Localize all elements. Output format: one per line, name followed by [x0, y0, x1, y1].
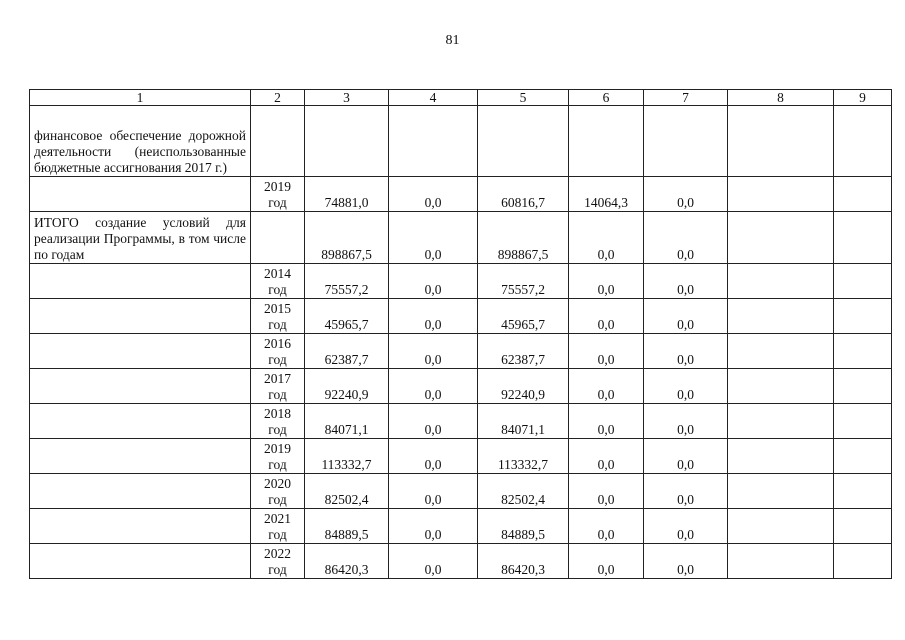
value-cell-col5: 62387,7 — [478, 334, 569, 369]
value-cell-col5 — [478, 106, 569, 177]
value-cell-col7: 0,0 — [644, 544, 728, 579]
value-cell-col4: 0,0 — [389, 264, 478, 299]
value-cell-col3: 62387,7 — [305, 334, 389, 369]
value-cell-col7 — [644, 106, 728, 177]
table-row — [30, 509, 892, 544]
row-year: 2017 — [264, 371, 291, 386]
table-row — [30, 106, 892, 177]
row-year-cell — [251, 544, 305, 579]
column-header-5: 5 — [478, 90, 569, 106]
row-year-cell — [251, 474, 305, 509]
value-cell-col4: 0,0 — [389, 369, 478, 404]
row-year-unit: год — [268, 457, 287, 472]
value-cell-col6: 0,0 — [569, 474, 644, 509]
row-year: 2018 — [264, 406, 291, 421]
row-year-unit: год — [268, 492, 287, 507]
value-cell-col6: 0,0 — [569, 439, 644, 474]
value-cell-col3: 86420,3 — [305, 544, 389, 579]
value-cell-col3: 84071,1 — [305, 404, 389, 439]
value-cell-col6: 0,0 — [569, 299, 644, 334]
value-cell-col9 — [834, 299, 892, 334]
row-year: 2020 — [264, 476, 291, 491]
value-cell-col5: 60816,7 — [478, 177, 569, 212]
value-cell-col9 — [834, 509, 892, 544]
page-number: 81 — [445, 33, 460, 48]
value-cell-col5: 898867,5 — [478, 212, 569, 264]
row-description: ИТОГО создание условий для реализации Программы, в том числе по годам — [30, 212, 251, 264]
value-cell-col9 — [834, 106, 892, 177]
row-description — [30, 299, 251, 334]
table-row — [30, 264, 892, 299]
value-cell-col5: 82502,4 — [478, 474, 569, 509]
value-cell-col4: 0,0 — [389, 212, 478, 264]
row-year-cell — [251, 334, 305, 369]
row-year-unit: год — [268, 527, 287, 542]
row-year-cell — [251, 369, 305, 404]
value-cell-col7: 0,0 — [644, 509, 728, 544]
row-year-cell — [251, 177, 305, 212]
value-cell-col3 — [305, 106, 389, 177]
column-header-4: 4 — [389, 90, 478, 106]
row-year: 2014 — [264, 266, 291, 281]
value-cell-col8 — [728, 177, 834, 212]
value-cell-col4: 0,0 — [389, 299, 478, 334]
value-cell-col7: 0,0 — [644, 439, 728, 474]
table-row — [30, 177, 892, 212]
value-cell-col5: 92240,9 — [478, 369, 569, 404]
value-cell-col7: 0,0 — [644, 474, 728, 509]
value-cell-col3: 898867,5 — [305, 212, 389, 264]
column-header-2: 2 — [251, 90, 305, 106]
table-row — [30, 439, 892, 474]
row-year-unit: год — [268, 422, 287, 437]
value-cell-col6: 0,0 — [569, 212, 644, 264]
table-row — [30, 404, 892, 439]
value-cell-col4: 0,0 — [389, 544, 478, 579]
row-description — [30, 439, 251, 474]
row-year-cell — [251, 404, 305, 439]
header-row — [30, 90, 892, 106]
value-cell-col7: 0,0 — [644, 264, 728, 299]
value-cell-col4: 0,0 — [389, 177, 478, 212]
value-cell-col7: 0,0 — [644, 404, 728, 439]
row-year-unit: год — [268, 352, 287, 367]
value-cell-col3: 45965,7 — [305, 299, 389, 334]
row-description — [30, 369, 251, 404]
value-cell-col7: 0,0 — [644, 212, 728, 264]
table-body — [30, 106, 892, 579]
value-cell-col5: 45965,7 — [478, 299, 569, 334]
value-cell-col4: 0,0 — [389, 509, 478, 544]
value-cell-col4 — [389, 106, 478, 177]
value-cell-col8 — [728, 264, 834, 299]
value-cell-col5: 113332,7 — [478, 439, 569, 474]
value-cell-col5: 84071,1 — [478, 404, 569, 439]
row-year-cell — [251, 212, 305, 264]
table-row — [30, 334, 892, 369]
value-cell-col6: 0,0 — [569, 264, 644, 299]
value-cell-col4: 0,0 — [389, 334, 478, 369]
value-cell-col5: 84889,5 — [478, 509, 569, 544]
value-cell-col3: 74881,0 — [305, 177, 389, 212]
row-year-unit: год — [268, 282, 287, 297]
value-cell-col8 — [728, 334, 834, 369]
row-description — [30, 474, 251, 509]
value-cell-col3: 75557,2 — [305, 264, 389, 299]
value-cell-col6: 0,0 — [569, 369, 644, 404]
row-year: 2021 — [264, 511, 291, 526]
value-cell-col7: 0,0 — [644, 334, 728, 369]
row-year-unit: год — [268, 195, 287, 210]
row-year-cell — [251, 264, 305, 299]
value-cell-col6: 0,0 — [569, 404, 644, 439]
table-row — [30, 544, 892, 579]
row-year-unit: год — [268, 562, 287, 577]
table-row — [30, 474, 892, 509]
value-cell-col9 — [834, 264, 892, 299]
value-cell-col9 — [834, 544, 892, 579]
value-cell-col7: 0,0 — [644, 177, 728, 212]
value-cell-col7: 0,0 — [644, 299, 728, 334]
row-description — [30, 544, 251, 579]
column-header-1: 1 — [30, 90, 251, 106]
row-year-cell — [251, 299, 305, 334]
value-cell-col9 — [834, 212, 892, 264]
value-cell-col6: 0,0 — [569, 509, 644, 544]
table-row — [30, 369, 892, 404]
row-year: 2019 — [264, 441, 291, 456]
row-description: финансовое обеспечение дорожной деятельности (неиспользованные бюджетные ассигнования 2017 г.) — [30, 106, 251, 177]
value-cell-col9 — [834, 404, 892, 439]
row-year: 2016 — [264, 336, 291, 351]
value-cell-col9 — [834, 474, 892, 509]
row-year: 2015 — [264, 301, 291, 316]
value-cell-col8 — [728, 509, 834, 544]
row-description — [30, 509, 251, 544]
value-cell-col8 — [728, 369, 834, 404]
row-year-unit: год — [268, 317, 287, 332]
value-cell-col8 — [728, 212, 834, 264]
value-cell-col5: 86420,3 — [478, 544, 569, 579]
value-cell-col8 — [728, 299, 834, 334]
value-cell-col8 — [728, 439, 834, 474]
table-row — [30, 299, 892, 334]
row-description — [30, 177, 251, 212]
column-header-6: 6 — [569, 90, 644, 106]
value-cell-col6: 0,0 — [569, 544, 644, 579]
value-cell-col3: 113332,7 — [305, 439, 389, 474]
row-year-unit: год — [268, 387, 287, 402]
value-cell-col6 — [569, 106, 644, 177]
value-cell-col6: 0,0 — [569, 334, 644, 369]
value-cell-col3: 82502,4 — [305, 474, 389, 509]
value-cell-col5: 75557,2 — [478, 264, 569, 299]
value-cell-col8 — [728, 106, 834, 177]
column-header-3: 3 — [305, 90, 389, 106]
value-cell-col3: 84889,5 — [305, 509, 389, 544]
column-header-8: 8 — [728, 90, 834, 106]
row-year: 2019 — [264, 179, 291, 194]
value-cell-col3: 92240,9 — [305, 369, 389, 404]
value-cell-col9 — [834, 177, 892, 212]
value-cell-col8 — [728, 544, 834, 579]
row-year-cell — [251, 509, 305, 544]
row-description — [30, 264, 251, 299]
value-cell-col8 — [728, 474, 834, 509]
value-cell-col9 — [834, 334, 892, 369]
row-year: 2022 — [264, 546, 291, 561]
budget-table — [29, 89, 892, 579]
value-cell-col8 — [728, 404, 834, 439]
row-description — [30, 404, 251, 439]
value-cell-col4: 0,0 — [389, 404, 478, 439]
column-header-9: 9 — [834, 90, 892, 106]
table-row — [30, 212, 892, 264]
value-cell-col4: 0,0 — [389, 439, 478, 474]
value-cell-col7: 0,0 — [644, 369, 728, 404]
value-cell-col9 — [834, 439, 892, 474]
column-header-7: 7 — [644, 90, 728, 106]
value-cell-col9 — [834, 369, 892, 404]
row-description — [30, 334, 251, 369]
row-year-cell — [251, 439, 305, 474]
value-cell-col6: 14064,3 — [569, 177, 644, 212]
value-cell-col4: 0,0 — [389, 474, 478, 509]
row-year-cell — [251, 106, 305, 177]
